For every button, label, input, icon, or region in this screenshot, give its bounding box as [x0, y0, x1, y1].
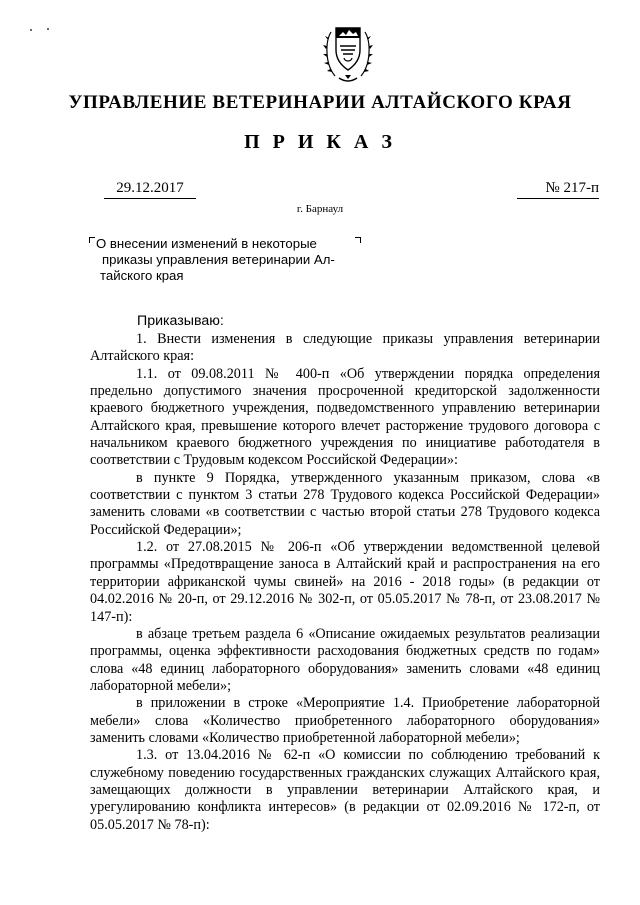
body-paragraph: 1. Внести изменения в следующие приказы управления ветеринарии Алтайского края:: [90, 331, 600, 365]
body-paragraph: 1.3. от 13.04.2016 № 62-п «О комиссии по соблюдению требований к служебному поведению государственных гражданских служащих Алтайского края, замещающих должности в управлении ветеринарии Алтайского края, и урегулированию конфликта интересов» (в редакции от 02.09.2016 № 172-п, от 05.05.2017 № 78-п):: [90, 747, 600, 833]
document-date: 29.12.2017: [104, 180, 196, 199]
altai-krai-coat-of-arms-icon: [317, 20, 379, 92]
scan-marks: [28, 26, 58, 36]
body-paragraph: в приложении в строке «Мероприятие 1.4. Приобретение лабораторной мебели» слова «Количество приобретенного лабораторного оборудования» заменить словами «Количество приобретенной лабораторной мебели»;: [90, 695, 600, 746]
organization-name: УПРАВЛЕНИЕ ВЕТЕРИНАРИИ АЛТАЙСКОГО КРАЯ: [68, 92, 572, 113]
subject-bracket-left: [89, 237, 95, 243]
document-subject: [96, 236, 354, 284]
body-paragraph: в пункте 9 Порядка, утвержденного указанным приказом, слова «в соответствии с пунктом 3 статьи 278 Трудового кодекса Российской Федерации» заменить словами «в соответствии с частью второй статьи 278 Трудового кодекса Российской Федерации»;: [90, 469, 600, 538]
order-intro: Приказываю:: [137, 313, 224, 329]
body-paragraph: в абзаце третьем раздела 6 «Описание ожидаемых результатов реализации программы, оценка эффективности расходования бюджетных средств по годам» слова «48 единиц лабораторного оборудования» заменить словами «48 единиц лабораторной мебели»;: [90, 625, 600, 694]
document-body: [90, 331, 600, 834]
body-paragraph: 1.2. от 27.08.2015 № 206-п «Об утверждении ведомственной целевой программы «Предотвращение заноса в Алтайский край и распространения на его территории африканской чумы свиней» на 2016 - 2018 годы» (в редакции от 04.02.2016 № 20-п, от 29.12.2016 № 302-п, от 05.05.2017 № 78-п, от 23.08.2017 № 147-п):: [90, 539, 600, 625]
document-number: № 217-п: [517, 180, 599, 199]
subject-line: тайского края: [100, 268, 184, 283]
document-city: г. Барнаул: [296, 203, 344, 215]
subject-line: приказы управления ветеринарии Ал-: [102, 252, 335, 267]
subject-bracket-right: [355, 237, 361, 243]
body-paragraph: 1.1. от 09.08.2011 № 400-п «Об утверждении порядка определения предельно допустимого значения просроченной кредиторской задолженности краевого бюджетного учреждения, подведомственного управлению ветеринарии Алтайского края, превышение которого влечет расторжение трудового договора с начальником краевого бюджетного учреждения по инициативе работодателя в соответствии с Трудовым кодексом Российской Федерации»:: [90, 365, 600, 469]
document-type-title: П Р И К А З: [244, 131, 396, 153]
subject-line: О внесении изменений в некоторые: [96, 236, 317, 251]
